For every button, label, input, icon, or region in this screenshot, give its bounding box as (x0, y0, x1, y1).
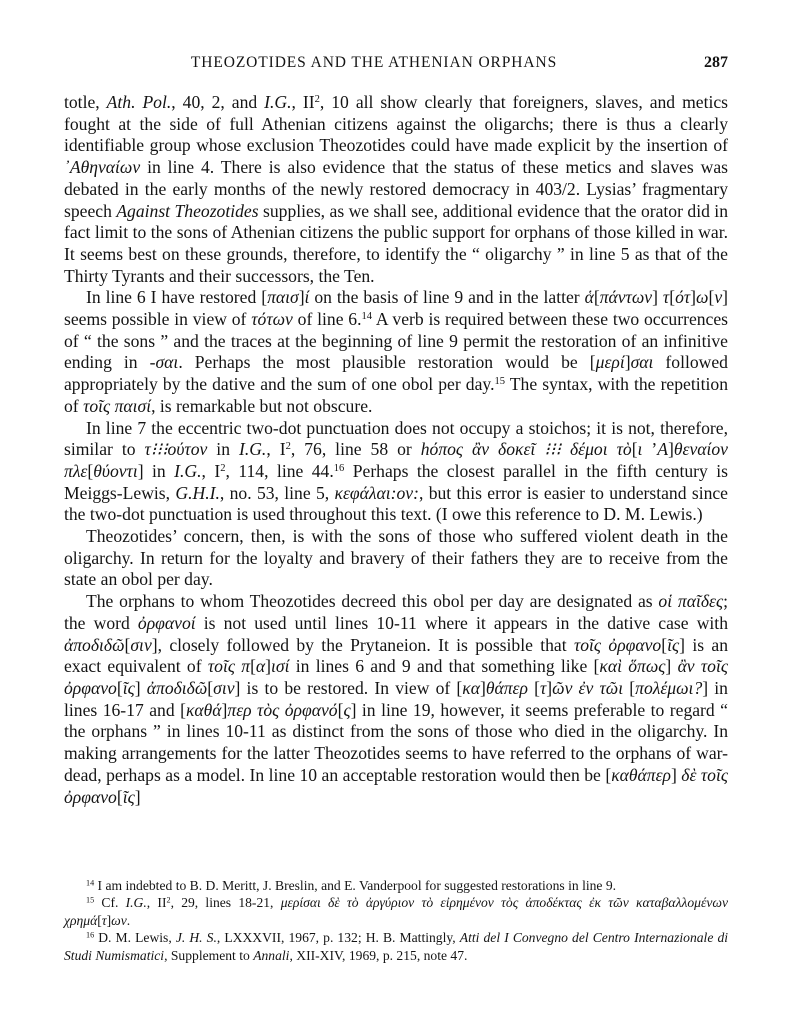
footnote-16: $^{16}$ D. M. Lewis, J. H. S., LXXXVII, 1967, p. 132; H. B. Mattingly, Atti del I Convegno del Centro Internazionale di Studi Numismatici, Supplement to Annali, XII-XIV, 1969, p. 215, note 47. (64, 930, 729, 963)
page-header (64, 54, 728, 78)
footnotes (64, 877, 728, 964)
footnote-15: $^{15}$ Cf. I.G., $II^2$, 29, lines 18-21, μερίσαι δὲ τὸ ἀργύριον τὸ εἰρημένον τὸς ἀποδέκτας ἐκ τῶν καταβαλλομένων χρημά[τ]ων. (64, 895, 728, 928)
footnote-14: $^{14}$ I am indebted to B. D. Meritt, J. Breslin, and E. Vanderpool for suggested restorations in line 9. (86, 878, 617, 893)
paragraph: Theozotides’ concern, then, is with the sons of those who suffered violent death in the oligarchy. In return for the loyalty and bravery of their fathers they are to receive from the state an obol per day. (64, 526, 728, 590)
paragraph: totle, Ath. Pol., 40, 2, and I.G., $II^2$, 10 all show clearly that foreigners, slaves, and metics fought at the side of full Athenian citizens against the oligarchs; there is thus a clearly identifiable group whose exclusion Theozotides could have made explicit by the insertion of ᾿Αθηναίων in line 4. There is also evidence that the status of these metics and slaves was debated in the early months of the newly restored democracy in 403/2. Lysias’ fragmentary speech Against Theozotides supplies, as we shall see, additional evidence that the orator did in fact limit to the sons of Athenian citizens the public support for orphans of those killed in war. It seems best on these grounds, therefore, to identify the “ oligarchy ” in line 5 as that of the Thirty Tyrants and their successors, the Ten. (64, 92, 728, 286)
body-text (64, 92, 728, 808)
page-number: 287 (704, 54, 728, 71)
paragraph: In line 6 I have restored [παισ]ί on the basis of line 9 and in the latter ἁ[πάντων] τ[ότ]ω[ν] seems possible in view of τότων of line 6.14 A verb is required between these two occurrences of “ the sons ” and the traces at the beginning of line 9 permit the restoration of an infinitive ending in -σαι. Perhaps the most plausible restoration would be [μερί]σαι followed appropriately by the dative and the sum of one obol per day.$^{15}$ The syntax, with the repetition of τοῖς παισί, is remarkable but not obscure. (64, 287, 729, 416)
paragraph: The orphans to whom Theozotides decreed this obol per day are designated as οἱ παῖδες; the word ὀρφανοί is not used until lines 10-11 where it appears in the dative case with ἀποδιδῶ[σιν], closely followed by the Prytaneion. It is possible that τοῖς ὀρφανο[ῖς] is an exact equivalent of τοῖς π[α]ισί in lines 6 and 9 and that something like [καὶ ὅπως] ἂν τοῖς ὀρφανο[ῖς] ἀποδιδῶ[σιν] is to be restored. In view of [κα]θάπερ [τ]ῶν ἐν τῶι [πολέμωι?] in lines 16-17 and [καθά]περ τὸς ὀρφανό[ς] in line 19, however, it seems preferable to regard “ the orphans ” in lines 10-11 as distinct from the sons of those who died in the oligarchy. In making arrangements for the latter Theozotides seems to have referred to the orphans of war-dead, perhaps as a model. In line 10 an acceptable restoration would then be [καθάπερ] δὲ τοῖς ὀρφανο[ῖς] (64, 591, 728, 807)
paragraph: In line 7 the eccentric two-dot punctuation does not occupy a stoichos; it is not, therefore, similar to τ⁝⁝⁝ούτον in I.G., $I^2$, 76, line 58 or hόπος ἂν δοκεῖ ⁝⁝⁝ δέμοι τὸ[ι ’Α]θεναίον πλε[θύοντι] in I.G., $I^2$, 114, line 44.16 Perhaps the closest parallel in the fifth century is Meiggs-Lewis, G.H.I., no. 53, line 5, κεφάλαι:ον:, but this error is easier to understand since the two-dot punctuation is used throughout this text. (I owe this reference to D. M. Lewis.) (64, 417, 729, 525)
running-title: THEOZOTIDES AND THE ATHENIAN ORPHANS (190, 54, 558, 71)
